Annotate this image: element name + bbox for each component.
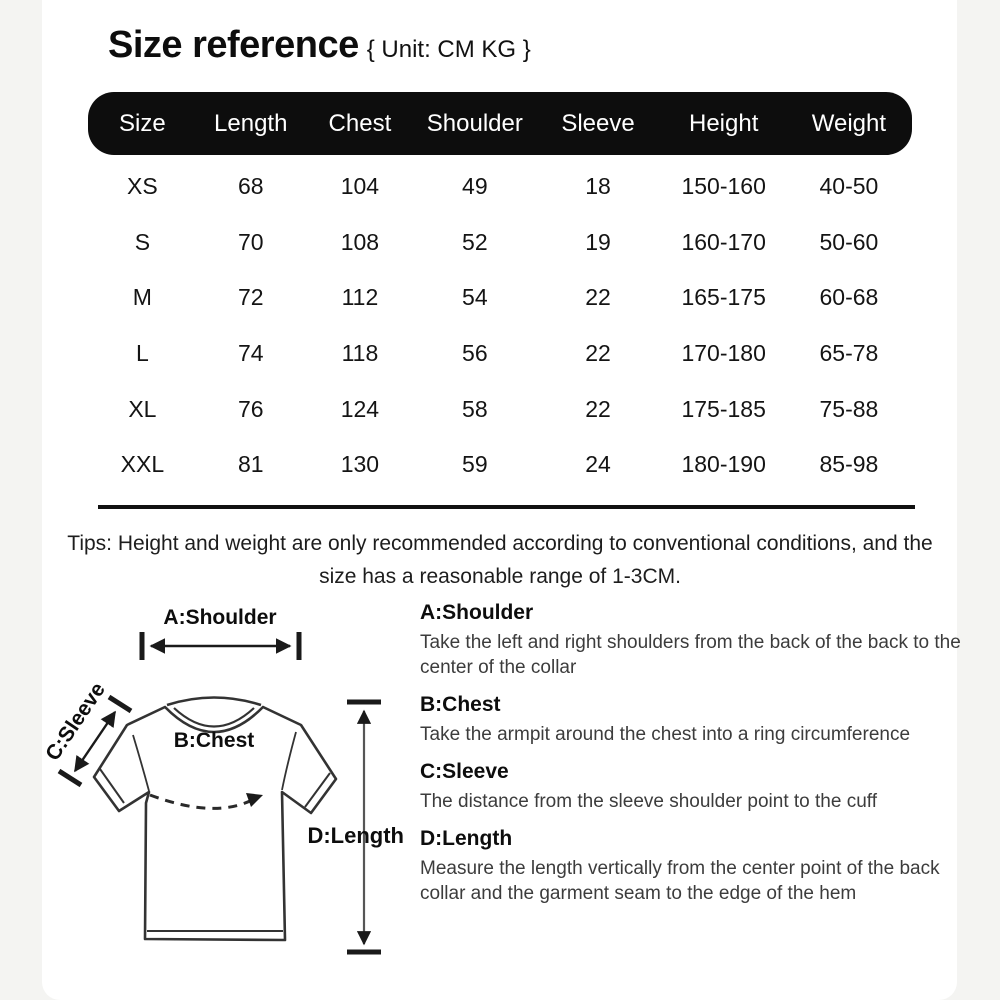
table-cell: 22: [585, 340, 611, 367]
diagram-length-label: D:Length: [307, 823, 404, 848]
measurement-desc: Take the armpit around the chest into a ring circumference: [420, 724, 911, 745]
table-cell: 54: [462, 284, 488, 311]
table-row: [88, 381, 912, 437]
table-cell: 22: [585, 395, 611, 422]
table-cell: 72: [237, 284, 264, 311]
measurement-desc: Take the left and right shoulders from the back of the back to the center of the collar: [420, 632, 961, 678]
table-row: [88, 270, 912, 326]
table-header-cell: Length: [214, 109, 288, 137]
table-cell: 81: [237, 451, 264, 478]
unit-note: { Unit: CM KG }: [366, 36, 531, 63]
table-cell: 74: [237, 340, 264, 367]
table-cell: 19: [585, 228, 611, 255]
measurement-item: [420, 601, 968, 680]
page-title-row: [108, 24, 531, 67]
table-cell: 175-185: [681, 395, 766, 422]
table-cell: 18: [585, 173, 611, 200]
table-cell: 160-170: [681, 228, 766, 255]
table-cell: 104: [340, 173, 380, 200]
table-header-cell: Shoulder: [426, 109, 523, 137]
table-cell: L: [135, 340, 149, 367]
measurement-title: D:Length: [420, 827, 513, 850]
table-cell: 165-175: [681, 284, 766, 311]
table-cell: 180-190: [681, 451, 766, 478]
diagram-shoulder-label: A:Shoulder: [163, 606, 277, 629]
table-cell: XS: [127, 173, 158, 200]
table-cell: 150-160: [681, 173, 766, 200]
table-cell: 108: [340, 228, 380, 255]
table-cell: 52: [462, 228, 488, 255]
table-cell: 22: [585, 284, 611, 311]
table-row: [88, 215, 912, 271]
measurement-title: C:Sleeve: [420, 760, 509, 783]
table-cell: XL: [128, 395, 157, 422]
table-cell: 85-98: [819, 451, 879, 478]
table-header-cell: Sleeve: [561, 109, 635, 137]
table-header-cell: Size: [119, 109, 166, 137]
table-cell: 65-78: [819, 340, 879, 367]
table-cell: 49: [462, 173, 488, 200]
page-title: Size reference: [108, 24, 359, 66]
divider-line: [98, 505, 915, 509]
table-cell: 112: [341, 284, 379, 311]
table-header-cell: Weight: [811, 109, 887, 137]
table-cell: S: [134, 228, 151, 255]
table-cell: 60-68: [819, 284, 879, 311]
table-cell: 68: [237, 173, 264, 200]
table-cell: 124: [340, 395, 380, 422]
measurement-desc: Measure the length vertically from the center point of the back collar and the garment seam to the edge of the hem: [420, 858, 940, 904]
table-row: [88, 326, 912, 382]
measurement-item: [420, 693, 968, 747]
table-cell: 40-50: [819, 173, 879, 200]
measurement-item: [420, 760, 968, 814]
table-cell: XXL: [120, 451, 165, 478]
tips-text: Tips: Height and weight are only recommended according to conventional conditions, and the size has a reasonable range of 1-3CM.: [67, 532, 933, 588]
measurement-title: B:Chest: [420, 693, 501, 716]
table-cell: 24: [585, 451, 611, 478]
table-cell: 118: [341, 340, 379, 367]
table-cell: 56: [462, 340, 488, 367]
table-header-cell: Height: [688, 109, 759, 137]
measurement-desc: The distance from the sleeve shoulder point to the cuff: [420, 791, 877, 812]
table-row: [88, 159, 912, 215]
diagram-chest-label: B:Chest: [173, 729, 255, 752]
table-cell: 70: [237, 228, 264, 255]
table-cell: M: [132, 284, 152, 311]
measurement-title: A:Shoulder: [420, 601, 534, 624]
table-cell: 59: [462, 451, 488, 478]
diagram-sleeve-label: C:Sleeve: [41, 678, 110, 765]
table-cell: 170-180: [681, 340, 766, 367]
table-header-cell: Chest: [328, 109, 392, 137]
table-cell: 130: [340, 451, 380, 478]
size-table-header: [88, 92, 912, 155]
table-cell: 76: [237, 395, 264, 422]
measurement-descriptions: [420, 601, 968, 919]
measurement-item: [420, 827, 968, 906]
shoulder-measure-arrow: [142, 632, 299, 660]
table-row: [88, 437, 912, 493]
table-cell: 50-60: [819, 228, 879, 255]
size-table-body: [88, 159, 912, 493]
table-cell: 75-88: [819, 395, 879, 422]
table-cell: 58: [462, 395, 488, 422]
tshirt-diagram: [30, 595, 420, 995]
